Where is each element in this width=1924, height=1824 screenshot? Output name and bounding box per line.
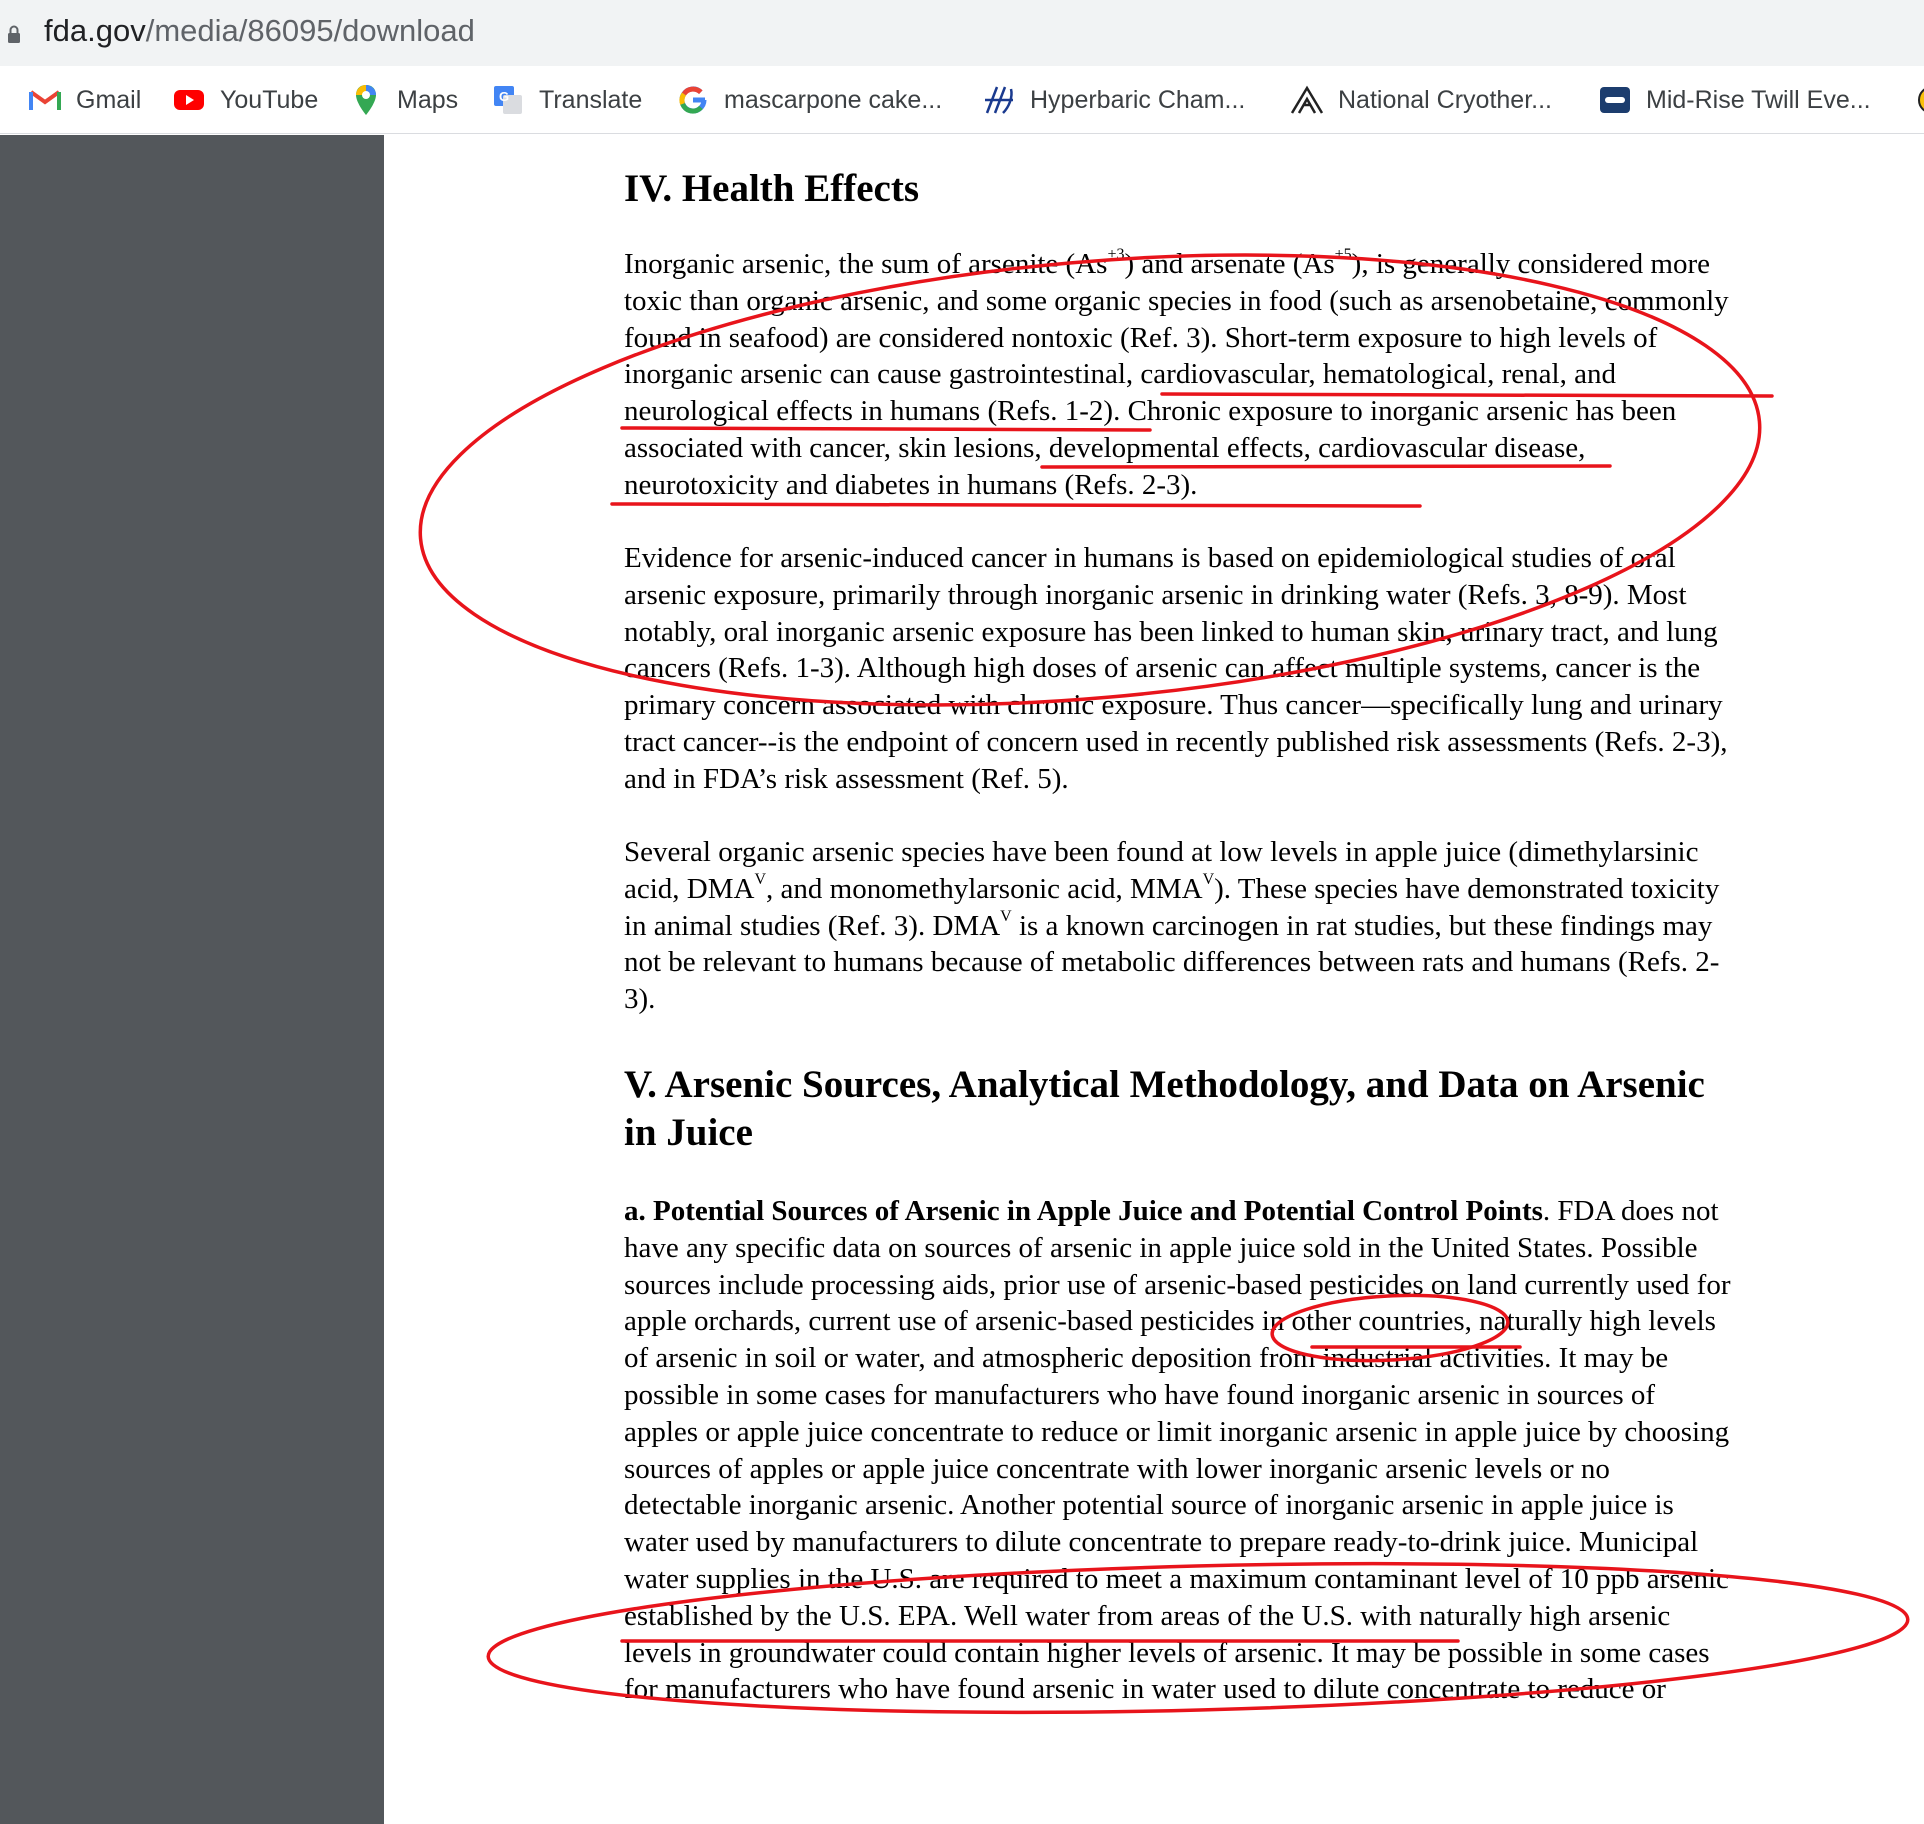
translate-icon [491,84,525,116]
bookmarks-bar [0,66,1924,134]
url-domain: fda.gov [44,13,146,48]
bookmark-gmail[interactable] [28,82,141,118]
bookmark-label: Gmail [76,85,142,114]
pdf-page [384,135,1924,1824]
bookmark-maps[interactable] [349,82,458,118]
cryotherapy-icon [1290,84,1324,116]
superscript: +5 [1334,246,1352,263]
pdf-sidebar [0,135,384,1824]
text: Several organic arsenic species have been found at low levels in apple juice (dimethylarsinic acid, DMA [624,836,1699,905]
text: ) and arsenate (As [1124,248,1335,280]
youtube-icon [172,84,206,116]
text: , and monomethylarsonic acid, MMA [766,872,1203,905]
bookmark-hyperbaric[interactable] [982,82,1245,118]
bookmark-translate[interactable] [491,82,642,118]
heading-arsenic-sources: V. Arsenic Sources, Analytical Methodology, and Data on Arsenic in Juice [624,1063,1705,1154]
hyperbaric-icon [982,84,1016,116]
url-text[interactable] [44,13,475,49]
superscript: V [1202,870,1215,888]
text: ). These species have demonstrated toxicity in animal studies (Ref. 3). DMA [624,872,1720,942]
gmail-icon [28,84,62,116]
bookmark-label: National Cryother... [1338,85,1552,114]
maps-icon [349,84,383,116]
store-icon [1598,84,1632,116]
bookmark-label: YouTube [220,85,319,114]
superscript: V [754,870,767,888]
text: Inorganic arsenic, the sum of arsenite (As [624,248,1108,280]
superscript: V [1000,907,1012,925]
superscript: +3 [1107,246,1125,263]
url-path: /media/86095/download [145,13,475,48]
bookmark-label: Translate [539,85,643,114]
text: is a known carcinogen in rat studies, but these findings may not be relevant to humans because of metabolic differences between rats and humans (Refs. 2-3). [624,909,1720,1016]
svg-text:G: G [499,89,510,104]
bookmark-twill[interactable] [1598,82,1871,118]
bookmark-label: mascarpone cake... [724,85,943,114]
lock-icon [7,25,21,43]
bookmark-cryotherapy[interactable] [1290,82,1552,118]
bookmark-youtube[interactable] [172,82,318,118]
text: ), is generally considered more toxic than organic arsenic, and some organic species in food (such as arsenobetaine, commonly found in seafood) are considered nontoxic (Ref. 3). Short-term exposure to high levels of inorganic arsenic can cause gastrointestinal, cardiovascular, hematological, renal, and neurological effects in humans (Refs. 1-2). Chronic exposure to inorganic arsenic has been associated with cancer, skin lesions, developmental effects, cardiovascular disease, neurotoxicity and diabetes in humans (Refs. 2-3). [624,248,1729,501]
bookmark-mascarpone[interactable] [676,82,942,118]
paragraph-health-effects-2: Evidence for arsenic-induced cancer in humans is based on epidemiological studies of oral arsenic exposure, primarily through inorganic arsenic in drinking water (Refs. 3, 8-9). Most notably, oral inorganic arsenic exposure has been linked to human skin, urinary tract, and lung cancers (Refs. 1-3). Although high doses of arsenic can affect multiple systems, cancer is the primary concern associated with chronic exposure. Thus cancer—specifically lung and urinary tract cancer--is the endpoint of concern used in recently published risk assessments (Refs. 2-3), and in FDA’s risk assessment (Ref. 5). [624,542,1728,795]
bookmark-label: Maps [397,85,459,114]
heading-health-effects: IV. Health Effects [624,167,919,210]
bookmark-icon [1908,84,1924,116]
bookmark-overflow[interactable] [1908,82,1924,118]
paragraph-health-effects-3 [624,834,1734,1018]
google-icon [676,84,710,116]
paragraph-health-effects-1 [624,246,1734,504]
paragraph-potential-sources [624,1193,1734,1708]
text: . FDA does not have any specific data on sources of arsenic in apple juice sold in the United States. Possible sources include processing aids, prior use of arsenic-based pesticides on land currently used for apple orchards, current use of arsenic-based pesticides in other countries, naturally high levels of arsenic in soil or water, and atmospheric deposition from industrial activities. It may be possible in some cases for manufacturers who have found inorganic arsenic in sources of apples or apple juice concentrate to reduce or limit inorganic arsenic in apple juice by choosing sources of apples or apple juice concentrate with lower inorganic arsenic levels or no detectable inorganic arsenic. Another potential source of inorganic arsenic in apple juice is water used by manufacturers to dilute concentrate to prepare ready-to-drink juice. Municipal water supplies in the U.S. are required to meet a maximum contaminant level of 10 ppb arsenic established by the U.S. EPA. Well water from areas of the U.S. with naturally high arsenic levels in groundwater could contain higher levels of arsenic. It may be possible in some cases for manufacturers who have found arsenic in water used to dilute concentrate to reduce or [624,1195,1731,1706]
bookmark-label: Hyperbaric Cham... [1030,85,1246,114]
address-bar[interactable] [0,0,1924,66]
subheading-potential-sources: a. Potential Sources of Arsenic in Apple Juice and Potential Control Points [624,1195,1543,1227]
bookmark-label: Mid-Rise Twill Eve... [1646,85,1871,114]
